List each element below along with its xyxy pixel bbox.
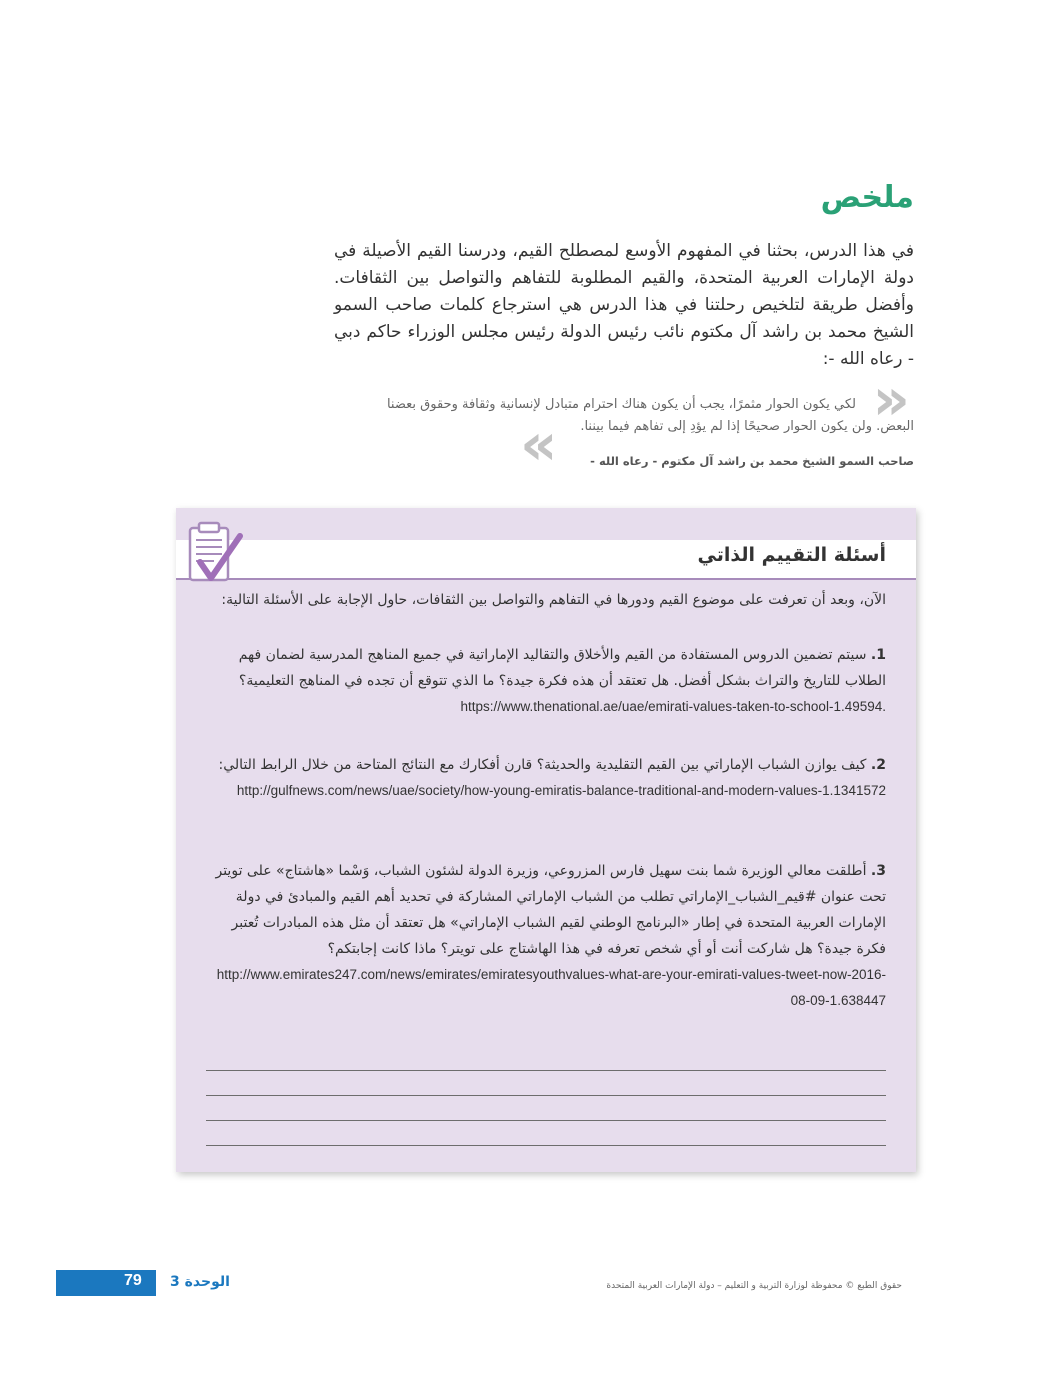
quote-line-2: البعض. ولن يكون الحوار صحيحًا إذا لم يؤدِ إلى تفاهم فيما بيننا.	[580, 419, 914, 434]
quote-close-mark-icon: «	[520, 410, 558, 478]
answer-line[interactable]	[206, 1070, 886, 1071]
question-link[interactable]: http://www.emirates247.com/news/emirates/emiratesyouthvalues-what-are-your-emirati-values-tweet-now-2016-08-09-1.638447	[216, 967, 886, 1008]
question-link[interactable]: https://www.thenational.ae/uae/emirati-values-taken-to-school-1.49594.	[460, 699, 886, 714]
self-assessment-box	[176, 508, 916, 1172]
question-item	[206, 752, 886, 804]
answer-line[interactable]	[206, 1095, 886, 1096]
self-assessment-title: أسئلة التقييم الذاتي	[697, 544, 886, 566]
unit-label: الوحدة 3	[170, 1274, 230, 1290]
summary-paragraph: في هذا الدرس، بحثنا في المفهوم الأوسع لمصطلح القيم، ودرسنا القيم الأصيلة في دولة الإمارات العربية المتحدة، والقيم المطلوبة للتفاهم والتواصل بين الثقافات. وأفضل طريقة لتلخيص رحلتنا في هذا الدرس هي استرجاع كلمات صاحب السمو الشيخ محمد بن راشد آل مكتوم نائب رئيس الدولة رئيس مجلس الوزراء حاكم دبي - رعاه الله -:	[334, 241, 914, 369]
self-assessment-intro: الآن، وبعد أن تعرفت على موضوع القيم ودورها في التفاهم والتواصل بين الثقافات، حاول الإجابة على الأسئلة التالية:	[221, 592, 886, 608]
answer-line[interactable]	[206, 1120, 886, 1121]
question-item	[206, 642, 886, 720]
page-number: 79	[124, 1272, 142, 1289]
quote-open-mark-icon: »	[872, 365, 910, 433]
question-text: سيتم تضمين الدروس المستفادة من القيم والأخلاق والتقاليد الإماراتية في جميع المناهج المدرسية لضمان فهم الطلاب للتاريخ والتراث بشكل أفضل. هل تعتقد أن هذه فكرة جيدة؟ ما الذي تتوقع أن تجده في المناهج التعليمية؟	[238, 647, 886, 689]
quote-block	[384, 394, 914, 438]
question-link[interactable]: http://gulfnews.com/news/uae/society/how-young-emiratis-balance-traditional-and-modern-values-1.1341572	[236, 783, 886, 798]
quote-author: صاحب السمو الشيخ محمد بن راشد آل مكتوم - رعاه الله -	[590, 454, 914, 468]
question-text: أطلقت معالي الوزيرة شما بنت سهيل فارس المزروعي، وزيرة الدولة لشئون الشباب، وَسْما «هاشتاج» على تويتر تحت عنوان #قيم_الشباب_الإماراتي تطلب من الشباب الإماراتي المشاركة في تحديد أهم القيم والمبادئ في دولة الإمارات العربية المتحدة في إطار «البرنامج الوطني لقيم الشباب الإماراتي» هل تعتقد أن مثل هذه المبادرات تُعتبر فكرة جيدة؟ هل شاركت أنت أو أي شخص تعرفه في هذا الهاشتاج على تويتر؟ ماذا كانت إجابتكم؟	[215, 863, 886, 957]
question-item	[206, 858, 886, 1014]
quote-line-1: لكي يكون الحوار مثمرًا، يجب أن يكون هناك احترام متبادل لإنسانية وثقافة وحقوق بعضنا	[386, 397, 856, 412]
self-assessment-header	[176, 540, 916, 580]
answer-line[interactable]	[206, 1145, 886, 1146]
question-number: 3.	[870, 863, 886, 879]
copyright-notice: حقوق الطبع © محفوظة لوزارة التربية و التعليم – دولة الإمارات العربية المتحدة	[606, 1281, 902, 1291]
summary-title: ملخص	[820, 180, 914, 215]
checklist-icon	[184, 518, 244, 588]
question-text: كيف يوازن الشباب الإماراتي بين القيم التقليدية والحديثة؟ قارن أفكارك مع النتائج المتاحة من خلال الرابط التالي:	[218, 757, 867, 773]
question-number: 1.	[870, 647, 886, 663]
question-number: 2.	[870, 757, 886, 773]
